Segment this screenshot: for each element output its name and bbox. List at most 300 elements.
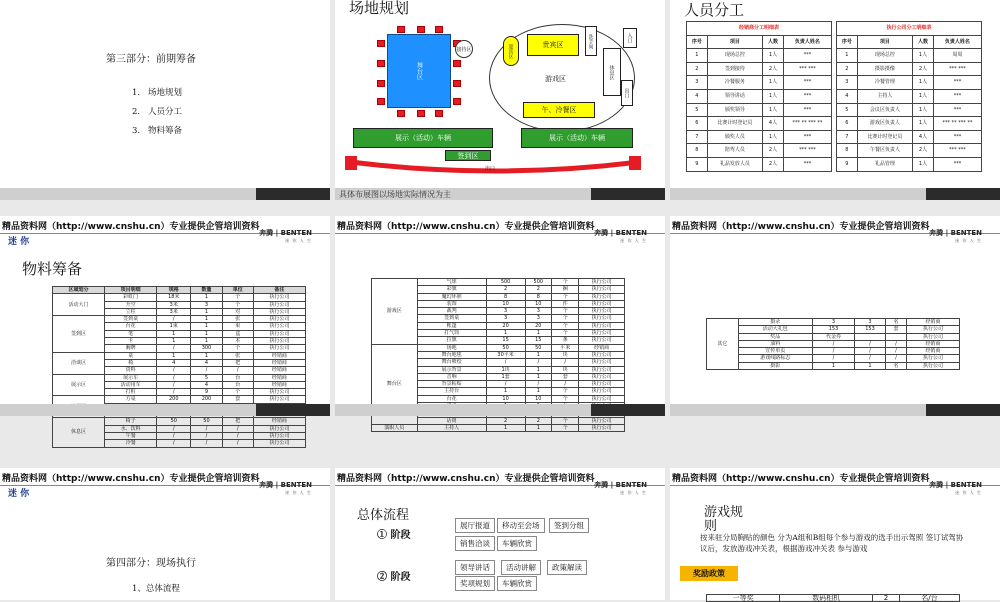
slide-preparation-intro[interactable] bbox=[0, 0, 330, 200]
table-cell: 4 bbox=[191, 359, 222, 366]
table-cell: 摄影摄像 bbox=[857, 62, 912, 76]
table-cell: / bbox=[157, 389, 191, 396]
table-cell: 1 bbox=[525, 366, 551, 373]
table-cell: 升空 bbox=[105, 301, 157, 308]
table-cell: 午餐区负责人 bbox=[857, 144, 912, 158]
table-cell: / bbox=[222, 425, 253, 432]
header-text: 精品资料网（http://www.cnshu.cn）专业提供企管培训资料 bbox=[337, 222, 595, 232]
slide-title: 总体流程 bbox=[357, 508, 410, 523]
outlet-marker: 出口 bbox=[621, 80, 633, 106]
zone-cell: 休息区 bbox=[53, 418, 105, 447]
table-cell: 1 bbox=[157, 338, 191, 345]
table-cell: 1 bbox=[191, 308, 222, 315]
table-row bbox=[837, 76, 982, 90]
table-row bbox=[707, 348, 960, 355]
table-cell: 游戏线路标志 bbox=[738, 355, 812, 362]
table-row bbox=[687, 130, 832, 144]
table-cell: 3 bbox=[486, 315, 525, 322]
table-cell: 4 bbox=[837, 89, 858, 103]
table-cell: 1人 bbox=[913, 157, 934, 171]
table-cell: 2 bbox=[837, 62, 858, 76]
table-cell: 颁奖人员 bbox=[707, 130, 762, 144]
table-cell: *** bbox=[933, 89, 981, 103]
slide-footer bbox=[670, 188, 1000, 200]
section-list bbox=[132, 86, 182, 143]
table-cell: 台花 bbox=[105, 323, 157, 330]
table-cell: 名 bbox=[885, 319, 906, 326]
seat-marker bbox=[417, 26, 425, 33]
table-cell: 4 bbox=[157, 359, 191, 366]
col-header: 人数 bbox=[913, 35, 934, 49]
table-cell: 个 bbox=[222, 389, 253, 396]
table-cell: 1 bbox=[191, 338, 222, 345]
table-row bbox=[707, 326, 960, 333]
header-text: 精品资料网（http://www.cnshu.cn）专业提供企管培训资料 bbox=[2, 474, 260, 484]
table-row bbox=[53, 374, 306, 381]
slide-footer bbox=[335, 188, 665, 200]
table-cell: 300 bbox=[191, 345, 222, 352]
agency-staff-table bbox=[836, 21, 982, 172]
table-cell: 9 bbox=[191, 389, 222, 396]
table-cell: 块 bbox=[552, 366, 579, 373]
table-cell: 话筒 bbox=[417, 417, 486, 424]
table-cell: 会议区负责人 bbox=[857, 103, 912, 117]
table-cell: 4 bbox=[191, 381, 222, 388]
table-cell: / bbox=[885, 340, 906, 347]
table-cell: *** bbox=[933, 76, 981, 90]
table-row bbox=[837, 62, 982, 76]
table-cell: 1人 bbox=[913, 76, 934, 90]
table-cell: 打气筒 bbox=[417, 330, 486, 337]
table-cell: 1套 bbox=[486, 373, 525, 380]
table-cell: / bbox=[222, 367, 253, 374]
table-cell: 音响 bbox=[417, 373, 486, 380]
table-cell: 500 bbox=[486, 279, 525, 286]
table-cell: *** bbox=[933, 103, 981, 117]
table-cell: *** *** bbox=[783, 62, 831, 76]
table-cell: 冷餐服务 bbox=[707, 76, 762, 90]
table-cell: / bbox=[885, 355, 906, 362]
table-cell: 打桩 bbox=[105, 389, 157, 396]
table-cell: 执行公司 bbox=[579, 351, 625, 358]
table-cell: / bbox=[855, 340, 886, 347]
table-cell: / bbox=[855, 355, 886, 362]
table-cell: 7 bbox=[837, 130, 858, 144]
table-cell: 立柱 bbox=[105, 308, 157, 315]
table-cell: 台 bbox=[222, 374, 253, 381]
table-row bbox=[687, 157, 832, 171]
table-cell: 1 bbox=[191, 316, 222, 323]
reception-marker: 接待区 bbox=[455, 40, 473, 58]
col-header: 备注 bbox=[253, 287, 305, 294]
col-header: 区域划分 bbox=[53, 287, 105, 294]
slide-footer bbox=[0, 188, 330, 200]
table-cell: 卡 bbox=[105, 338, 157, 345]
flow-step: 展厅报道 bbox=[455, 518, 495, 533]
col-header: 项目 bbox=[857, 35, 912, 49]
table-cell: 1 bbox=[525, 424, 551, 431]
table-cell: 1 bbox=[157, 330, 191, 337]
table-row bbox=[707, 362, 960, 369]
game-area-label: 游戏区 bbox=[545, 75, 566, 83]
table-cell: 6 bbox=[837, 117, 858, 131]
table-row bbox=[687, 89, 832, 103]
table-cell: 9 bbox=[837, 157, 858, 171]
dealer-staff-table bbox=[686, 21, 832, 172]
table-cell: 笔 bbox=[105, 330, 157, 337]
table-cell: / bbox=[157, 316, 191, 323]
table-cell: *** ** *** ** bbox=[783, 117, 831, 131]
table-cell: 个 bbox=[552, 330, 579, 337]
table-cell: *** *** bbox=[783, 144, 831, 158]
table-cell: 套 bbox=[885, 326, 906, 333]
table-cell: 1人 bbox=[913, 103, 934, 117]
header-text: 精品资料网（http://www.cnshu.cn）专业提供企管培训资料 bbox=[672, 222, 930, 232]
table-cell: 帐篷 bbox=[417, 322, 486, 329]
header-sub: 迷 你 bbox=[8, 489, 30, 499]
table-cell: 1束 bbox=[157, 323, 191, 330]
table-cell: 椅 bbox=[105, 359, 157, 366]
table-cell: 执行公司 bbox=[579, 366, 625, 373]
table-cell: 执行公司 bbox=[579, 395, 625, 402]
brand-logo: 奔腾 | BENTEN bbox=[594, 481, 647, 489]
table-cell: *** bbox=[783, 130, 831, 144]
table-cell: 现场总控 bbox=[707, 49, 762, 63]
slide-title: 游戏规则 bbox=[704, 505, 744, 534]
slide-title: 物料筹备 bbox=[22, 260, 83, 278]
vehicle-display-right: 展示（活动）车辆 bbox=[521, 128, 633, 148]
col-header: 项目明细 bbox=[105, 287, 157, 294]
table-cell: 3米 bbox=[157, 301, 191, 308]
table-cell: 桌 bbox=[105, 352, 157, 359]
table-cell: / bbox=[222, 432, 253, 439]
slide-materials-1[interactable] bbox=[0, 216, 330, 447]
seat-marker bbox=[377, 80, 385, 87]
table-cell: 1人 bbox=[763, 49, 784, 63]
table-cell: *** bbox=[933, 157, 981, 171]
guest-area: 贵宾区 bbox=[527, 34, 579, 56]
table-cell: 5 bbox=[687, 103, 708, 117]
table-cell: 彩旗 bbox=[417, 286, 486, 293]
brand-tagline: 迷 你 人 生 bbox=[285, 490, 312, 495]
table-cell: 执行公司 bbox=[579, 388, 625, 395]
table-row bbox=[687, 103, 832, 117]
table-cell: 3 bbox=[486, 308, 525, 315]
table-cell: 1人 bbox=[913, 117, 934, 131]
slide-header bbox=[335, 468, 665, 500]
slide-execution-intro[interactable] bbox=[0, 468, 330, 600]
table-row bbox=[53, 418, 306, 425]
stage-1-label: ① 阶段 bbox=[377, 530, 411, 541]
table-cell: 经销商 bbox=[253, 367, 305, 374]
table-cell: 1 bbox=[486, 330, 525, 337]
table-cell: 主持台 bbox=[417, 388, 486, 395]
table-cell: 个 bbox=[552, 388, 579, 395]
table-cell: 裁判 bbox=[417, 308, 486, 315]
table-cell: 套 bbox=[222, 396, 253, 403]
table-cell: 个 bbox=[552, 395, 579, 402]
table-cell: 执行公司 bbox=[907, 355, 960, 362]
table-row bbox=[707, 333, 960, 340]
table-cell: 执行公司 bbox=[579, 279, 625, 286]
table-cell: *** bbox=[933, 130, 981, 144]
table-row bbox=[837, 130, 982, 144]
table-cell: / bbox=[191, 432, 222, 439]
table-cell: / bbox=[157, 374, 191, 381]
slide-game-rules[interactable] bbox=[670, 468, 1000, 600]
table-cell: 执行公司 bbox=[253, 323, 305, 330]
table-cell: / bbox=[812, 348, 854, 355]
slide-staffing[interactable] bbox=[670, 0, 1000, 200]
table-cell: 2人 bbox=[763, 144, 784, 158]
flow-step: 政策解读 bbox=[547, 560, 587, 575]
table-cell: / bbox=[157, 425, 191, 432]
brand-logo: 奔腾 | BENTEN bbox=[929, 229, 982, 237]
table-cell: 条 bbox=[552, 337, 579, 344]
table-cell: 1 bbox=[486, 388, 525, 395]
sign-in-gate: 签到区 bbox=[445, 150, 491, 161]
flow-step: 领导讲话 bbox=[455, 560, 495, 575]
table-cell: 个 bbox=[552, 424, 579, 431]
table-cell: 8 bbox=[486, 293, 525, 300]
table-cell: 50 bbox=[525, 344, 551, 351]
header-text: 精品资料网（http://www.cnshu.cn）专业提供企管培训资料 bbox=[672, 474, 930, 484]
table-cell: 1人 bbox=[763, 130, 784, 144]
table-cell: 舞台喷绘 bbox=[417, 359, 486, 366]
slide-footer bbox=[335, 404, 665, 416]
table-cell: 执行公司 bbox=[579, 424, 625, 431]
table-cell: / bbox=[552, 381, 579, 388]
site-plan-diagram bbox=[335, 18, 665, 188]
table-cell: / bbox=[191, 425, 222, 432]
slide-title: 场地规划 bbox=[349, 0, 410, 17]
table-cell: 3 bbox=[687, 76, 708, 90]
table-cell: 冷餐管理 bbox=[857, 76, 912, 90]
table-cell: 油料 bbox=[738, 340, 812, 347]
table-cell: 执行公司 bbox=[579, 373, 625, 380]
vehicle-display-left: 展示（活动）车辆 bbox=[353, 128, 493, 148]
slide-header bbox=[0, 216, 330, 248]
table-cell: 执行公司 bbox=[579, 293, 625, 300]
table-cell: 执行公司 bbox=[253, 330, 305, 337]
table-caption: 执行公司分工明细表 bbox=[837, 22, 982, 36]
table-cell: 经销商 bbox=[907, 340, 960, 347]
table-cell: 活动大礼包 bbox=[738, 326, 812, 333]
table-cell: 经销商 bbox=[253, 418, 305, 425]
col-header: 负责人姓名 bbox=[933, 35, 981, 49]
zone-cell: 展示区 bbox=[53, 374, 105, 396]
table-row bbox=[53, 396, 306, 403]
table-cell: 执行公司 bbox=[579, 337, 625, 344]
table-cell: 礼品发放人员 bbox=[707, 157, 762, 171]
seat-marker bbox=[435, 110, 443, 117]
table-cell: 执行公司 bbox=[579, 381, 625, 388]
table-cell: 2人 bbox=[913, 62, 934, 76]
table-cell: 500 bbox=[525, 279, 551, 286]
table-cell: 张 bbox=[222, 316, 253, 323]
table-cell: 束 bbox=[222, 323, 253, 330]
table-row bbox=[687, 117, 832, 131]
section-title: 第四部分：现场执行 bbox=[106, 558, 196, 569]
table-cell: 执行公司 bbox=[253, 432, 305, 439]
list-item: 2. 人员分工 bbox=[132, 107, 183, 117]
table-cell: 颁奖领导 bbox=[707, 103, 762, 117]
slide-overall-flow[interactable] bbox=[335, 468, 665, 600]
seat-marker bbox=[377, 60, 385, 67]
table-row bbox=[837, 49, 982, 63]
col-header: 项目 bbox=[707, 35, 762, 49]
table-cell: 1 bbox=[525, 351, 551, 358]
table-cell: 50 bbox=[191, 418, 222, 425]
table-cell: 1 bbox=[837, 49, 858, 63]
table-row bbox=[837, 157, 982, 171]
table-cell: 20 bbox=[525, 322, 551, 329]
toilet-area: 洗手间 bbox=[585, 26, 597, 56]
slide-footer bbox=[0, 404, 330, 416]
table-cell: 冷餐 bbox=[105, 440, 157, 447]
table-cell: *** bbox=[783, 89, 831, 103]
table-cell: 1 bbox=[191, 294, 222, 301]
table-cell: 台 bbox=[222, 381, 253, 388]
brand-tagline: 迷 你 人 生 bbox=[955, 490, 982, 495]
table-cell: 执行公司 bbox=[907, 326, 960, 333]
slide-header bbox=[0, 468, 330, 500]
table-cell: 4 bbox=[687, 89, 708, 103]
table-cell: 场地 bbox=[417, 344, 486, 351]
table-cell: 执行公司 bbox=[253, 440, 305, 447]
table-cell: 展示背景 bbox=[417, 366, 486, 373]
table-cell: 摄影 bbox=[738, 362, 812, 369]
table-cell: 50 bbox=[157, 418, 191, 425]
table-cell: / bbox=[157, 432, 191, 439]
zone-cell: 游戏区 bbox=[372, 279, 418, 345]
materials-table bbox=[52, 286, 306, 448]
table-cell: 执行公司 bbox=[253, 396, 305, 403]
table-cell: 摄录 bbox=[738, 319, 812, 326]
table-cell: 拉旗 bbox=[417, 337, 486, 344]
table-cell: 5 bbox=[837, 103, 858, 117]
table-cell: 执行公司 bbox=[253, 301, 305, 308]
table-cell: 执行公司 bbox=[579, 300, 625, 307]
table-cell: 3 bbox=[855, 319, 886, 326]
table-cell: 2 bbox=[486, 286, 525, 293]
table-cell: 153 bbox=[812, 326, 854, 333]
table-cell: 领导讲话 bbox=[707, 89, 762, 103]
flow-step: 车辆欣赏 bbox=[497, 576, 537, 591]
table-cell: 1 bbox=[191, 330, 222, 337]
table-cell: 2人 bbox=[763, 157, 784, 171]
table-row bbox=[687, 76, 832, 90]
table-row bbox=[372, 344, 625, 351]
welcome-area: 迎宾区 bbox=[503, 36, 519, 66]
table-cell: 执行公司 bbox=[579, 286, 625, 293]
table-cell: 个 bbox=[552, 315, 579, 322]
col-header: 序号 bbox=[837, 35, 858, 49]
table-cell: 1人 bbox=[913, 89, 934, 103]
table-row bbox=[53, 294, 306, 301]
table-cell: 3米 bbox=[157, 308, 191, 315]
table-cell: 个 bbox=[222, 345, 253, 352]
list-item: 3. 物料筹备 bbox=[132, 126, 183, 136]
table-cell: 套 bbox=[552, 373, 579, 380]
table-cell: *** *** bbox=[933, 62, 981, 76]
table-cell: 比赛计时登记员 bbox=[707, 117, 762, 131]
table-cell: 经销商 bbox=[907, 348, 960, 355]
table-cell: 胸牌 bbox=[105, 345, 157, 352]
table-cell: 个 bbox=[222, 301, 253, 308]
exit-label: 出口 bbox=[485, 166, 496, 172]
rules-text: 按来驻分局胸贴的颜色 分为A组和B组每个参与游戏的选手出示驾照 签订试驾协议后，发放游戏冲关表，根据游戏冲关表 参与游戏 bbox=[700, 533, 964, 553]
brand-tagline: 迷 你 人 生 bbox=[955, 238, 982, 243]
brand-tagline: 迷 你 人 生 bbox=[285, 238, 312, 243]
brand-tagline: 迷 你 人 生 bbox=[620, 238, 647, 243]
table-cell: 3 bbox=[525, 315, 551, 322]
zone-cell: 活动大门 bbox=[53, 294, 105, 316]
table-cell: 200 bbox=[191, 396, 222, 403]
table-row bbox=[707, 340, 960, 347]
brand-logo: 奔腾 | BENTEN bbox=[259, 481, 312, 489]
table-cell: 执行公司 bbox=[253, 294, 305, 301]
table-cell: 活动用车 bbox=[105, 381, 157, 388]
stage-2-label: ② 阶段 bbox=[377, 572, 411, 583]
table-cell: 10 bbox=[486, 395, 525, 402]
section-item: 1、总体流程 bbox=[132, 584, 180, 594]
table-cell: 个 bbox=[222, 294, 253, 301]
table-cell: 执行公司 bbox=[579, 308, 625, 315]
table-cell: / bbox=[855, 348, 886, 355]
slide-header bbox=[670, 468, 1000, 500]
header-text: 精品资料网（http://www.cnshu.cn）专业提供企管培训资料 bbox=[2, 222, 260, 232]
table-cell: 签到桌 bbox=[417, 315, 486, 322]
table-cell: 主持人 bbox=[417, 424, 486, 431]
table-cell: 代金券 bbox=[812, 333, 854, 340]
table-cell: 背景粘贴 bbox=[417, 381, 486, 388]
table-cell: 签到接待 bbox=[707, 62, 762, 76]
zone-cell: 签到区 bbox=[53, 316, 105, 352]
col-header: 人数 bbox=[763, 35, 784, 49]
table-cell: 执行公司 bbox=[579, 330, 625, 337]
table-cell: 3 bbox=[812, 319, 854, 326]
reward-policy-badge: 奖励政策 bbox=[680, 566, 738, 581]
slide-site-plan[interactable] bbox=[335, 0, 665, 200]
slide-materials-2[interactable] bbox=[335, 216, 665, 431]
table-cell: / bbox=[191, 367, 222, 374]
stage-area: 舞台区 bbox=[387, 34, 451, 108]
table-cell: / bbox=[222, 440, 253, 447]
table-cell: / bbox=[885, 348, 906, 355]
table-cell: / bbox=[812, 340, 854, 347]
flow-step: 签到分组 bbox=[549, 518, 589, 533]
table-cell: / bbox=[525, 359, 551, 366]
table-cell: *** ** *** ** bbox=[933, 117, 981, 131]
header-text: 精品资料网（http://www.cnshu.cn）专业提供企管培训资料 bbox=[337, 474, 595, 484]
table-cell: 1人 bbox=[763, 89, 784, 103]
table-cell: 1 bbox=[525, 373, 551, 380]
seat-marker bbox=[453, 80, 461, 87]
section-title: 第三部分：前期筹备 bbox=[106, 54, 196, 65]
table-cell: 1 bbox=[812, 362, 854, 369]
table-cell: 10 bbox=[525, 395, 551, 402]
slide-materials-3[interactable] bbox=[670, 216, 1000, 416]
table-cell: 153 bbox=[855, 326, 886, 333]
flow-step: 活动讲解 bbox=[501, 560, 541, 575]
table-cell: 比赛计时登记员 bbox=[857, 130, 912, 144]
table-cell: 执行公司 bbox=[579, 359, 625, 366]
table-cell: 4人 bbox=[913, 130, 934, 144]
zone-cell: 演职人员 bbox=[372, 424, 418, 431]
list-item: 1. 场地规划 bbox=[132, 88, 183, 98]
entry-marker: 入口 bbox=[623, 28, 637, 48]
